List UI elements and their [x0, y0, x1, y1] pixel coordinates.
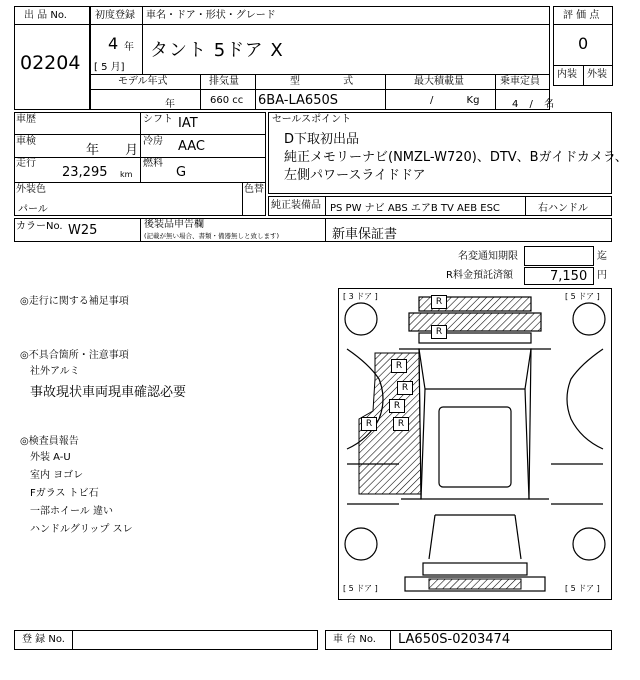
mark-r-1: R: [431, 295, 447, 309]
wheel-rear-right: [573, 528, 605, 560]
door-label-rear-left: [ 5 ドア ]: [343, 584, 378, 593]
sales-point-label: セールスポイント: [272, 114, 352, 125]
sales-point-line-3: 左側パワースライドドア: [284, 168, 426, 183]
mark-r-6: R: [361, 417, 377, 431]
model-year-label: モデル年式: [118, 76, 168, 87]
chassis-number: LA650S-0203474: [398, 632, 511, 647]
inspection-label: 車検: [16, 136, 36, 147]
mileage-value: 23,295: [62, 165, 108, 180]
score-value: 0: [578, 34, 589, 53]
equipment-label: 純正装備品: [271, 200, 321, 211]
after-market-note: (記載が無い場合、書類・備器無しと致します): [144, 232, 280, 240]
handle-value: 右ハンドル: [538, 203, 588, 214]
color-no-value: W25: [68, 223, 98, 238]
inspector-line-5: ハンドルグリップ スレ: [30, 524, 133, 535]
mileage-label: 走行: [16, 158, 36, 169]
color-no-label: カラーNo.: [16, 221, 63, 232]
door-label-top-right: [ 5 ドア ]: [565, 292, 600, 301]
reg-year: 4: [108, 34, 119, 53]
defect-line-2: 事故現状車両現車確認必要: [30, 385, 187, 400]
color-value: パール: [18, 204, 48, 215]
mark-r-7: R: [393, 417, 409, 431]
reg-label: 初度登録: [95, 10, 135, 21]
warranty-value: 新車保証書: [332, 227, 398, 242]
vehicle-diagram: [338, 288, 612, 600]
inspector-line-1: 外装 A-U: [30, 452, 71, 463]
sales-point-line-1: D下取初出品: [284, 132, 360, 147]
model-year-unit: 年: [165, 99, 175, 110]
car-outline-svg: [339, 289, 611, 599]
inspector-title: ◎検査員報告: [20, 436, 79, 447]
recycle-value: 7,150: [550, 269, 588, 284]
color-change-label: 色替: [244, 184, 264, 195]
chassis-label: 車 台 No.: [333, 634, 376, 645]
reg-month: [ 5 月]: [94, 62, 125, 73]
capacity-value: 4 / 名: [512, 99, 555, 110]
mark-r-5: R: [389, 399, 405, 413]
defect-notes-title: ◎不具合箇所・注意事項: [20, 350, 129, 361]
wheel-front-left: [345, 303, 377, 335]
inspection-value: 年 月: [86, 143, 139, 158]
recycle-label: R料金預託済額: [446, 270, 513, 281]
door-label-rear-right: [ 5 ドア ]: [565, 584, 600, 593]
sales-point-line-2: 純正メモリーナビ(NMZL-W720)、DTV、Bガイドカメラ、: [284, 150, 628, 165]
fuel-value: G: [176, 165, 187, 180]
lot-number: 02204: [20, 52, 81, 74]
inspector-line-3: Fガラス トビ石: [30, 488, 99, 499]
name-change-unit: 迄: [597, 251, 607, 262]
equipment-items: PS PW ナビ ABS エアB TV AEB ESC: [330, 203, 500, 214]
mark-r-4: R: [397, 381, 413, 395]
score-label: 評 価 点: [563, 10, 600, 21]
driving-notes-title: ◎走行に関する補足事項: [20, 296, 129, 307]
model-code: 6BA-LA650S: [258, 93, 338, 108]
ac-value: AAC: [178, 139, 205, 154]
inspector-line-2: 室内 ヨゴレ: [30, 470, 84, 481]
shift-label: シフト: [143, 114, 173, 125]
door-label-front: [ 3 ドア ]: [343, 292, 378, 301]
exterior-label: 外装: [587, 69, 607, 80]
name-change-box: [524, 246, 594, 266]
wheel-rear-left: [345, 528, 377, 560]
damage-front-bumper-2: [409, 313, 541, 331]
interior-label: 内装: [557, 69, 577, 80]
color-no-box: [14, 218, 612, 242]
color-label: 外装色: [16, 184, 46, 195]
mark-r-2: R: [431, 325, 447, 339]
history-label: 車歴: [16, 114, 36, 125]
load-value: / Kg: [430, 95, 480, 106]
inspector-line-4: 一部ホイール 違い: [30, 506, 113, 517]
after-market-label: 後装品申告欄: [144, 219, 204, 230]
capacity-label: 乗車定員: [500, 76, 540, 87]
model-label: 型 式: [290, 76, 354, 87]
recycle-unit: 円: [597, 270, 607, 281]
shift-value: IAT: [178, 116, 198, 131]
load-label: 最大積載量: [414, 76, 464, 87]
displacement: 660 cc: [210, 95, 244, 106]
reg-no-label: 登 録 No.: [22, 634, 65, 645]
lot-label: 出 品 No.: [24, 10, 67, 21]
mileage-unit: km: [120, 170, 133, 179]
wheel-front-right: [573, 303, 605, 335]
ac-label: 冷房: [143, 136, 163, 147]
defect-line-1: 社外アルミ: [30, 366, 80, 377]
reg-year-unit: 年: [124, 42, 134, 53]
car-name: タント 5ドア X: [150, 40, 284, 61]
displacement-label: 排気量: [209, 76, 239, 87]
car-name-label: 車名・ドア・形状・グレード: [146, 10, 276, 21]
name-change-label: 名変通知期限: [458, 251, 518, 262]
damage-rear-bumper: [429, 579, 521, 589]
mark-r-3: R: [391, 359, 407, 373]
fuel-label: 燃料: [143, 158, 163, 169]
